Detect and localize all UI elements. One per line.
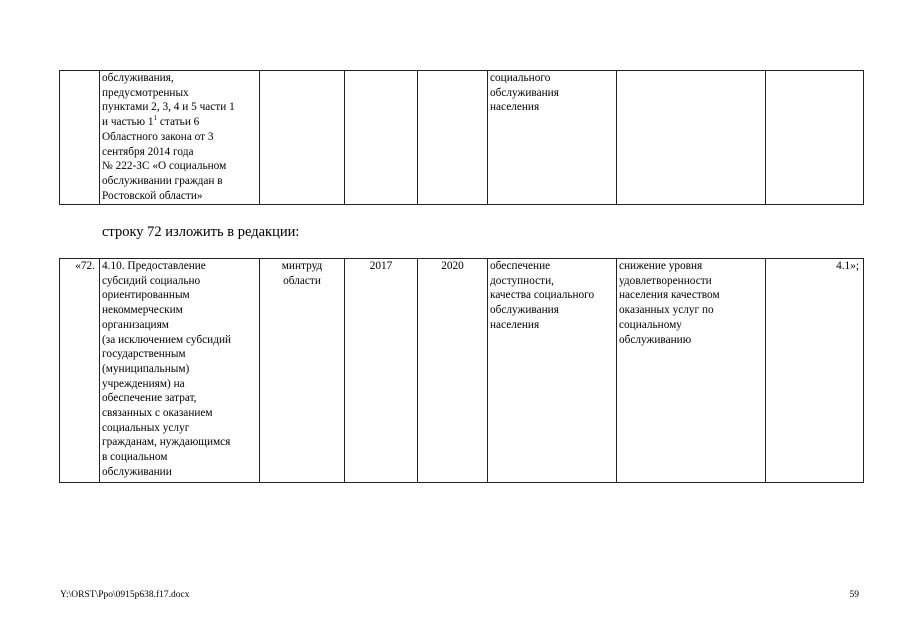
amendment-instruction: строку 72 изложить в редакции: [102, 224, 300, 240]
cell-goal: обеспечение доступности, качества социального обслуживания населения [488, 259, 617, 483]
cell-result [617, 71, 766, 205]
footer-page-number: 59 [849, 590, 859, 600]
cell-start-year [345, 71, 418, 205]
cell-row-number [60, 71, 100, 205]
cell-start-year: 2017 [345, 259, 418, 483]
table-row [60, 259, 864, 483]
table-top-fragment [59, 70, 864, 205]
cell-result: снижение уровня удовлетворенности населения качеством оказанных услуг по социальному обслуживанию [617, 259, 766, 483]
cell-indicator: 4.1»; [766, 259, 864, 483]
measure-name-part2: статьи 6 Областного закона от 3 сентября 2014 года № 222-ЗС «О социальном обслуживании граждан в Ростовской области» [102, 116, 227, 202]
table-row-72 [59, 258, 864, 483]
cell-measure-name: 4.10. Предоставление субсидий социально ориентированным некоммерческим организациям (за исключением субсидий государственным (муниципальным) учреждениям) на обеспечение затрат, связанных с оказанием социальных услуг гражданам, нуждающимся в социальном обслуживании [100, 259, 260, 483]
cell-measure-name [100, 71, 260, 205]
superscript-one: 1 [153, 114, 158, 123]
table-row [60, 71, 864, 205]
cell-end-year [418, 71, 488, 205]
measure-name-part1: обслуживания, предусмотренных пунктами 2, 3, 4 и 5 части 1 и частью 1 [102, 72, 235, 129]
cell-indicator [766, 71, 864, 205]
cell-executor: минтруд области [260, 259, 345, 483]
cell-row-number: «72. [60, 259, 100, 483]
cell-end-year: 2020 [418, 259, 488, 483]
cell-goal: социального обслуживания населения [488, 71, 617, 205]
footer-file-path: Y:\ORST\Ppo\0915p638.f17.docx [60, 590, 190, 600]
cell-executor [260, 71, 345, 205]
